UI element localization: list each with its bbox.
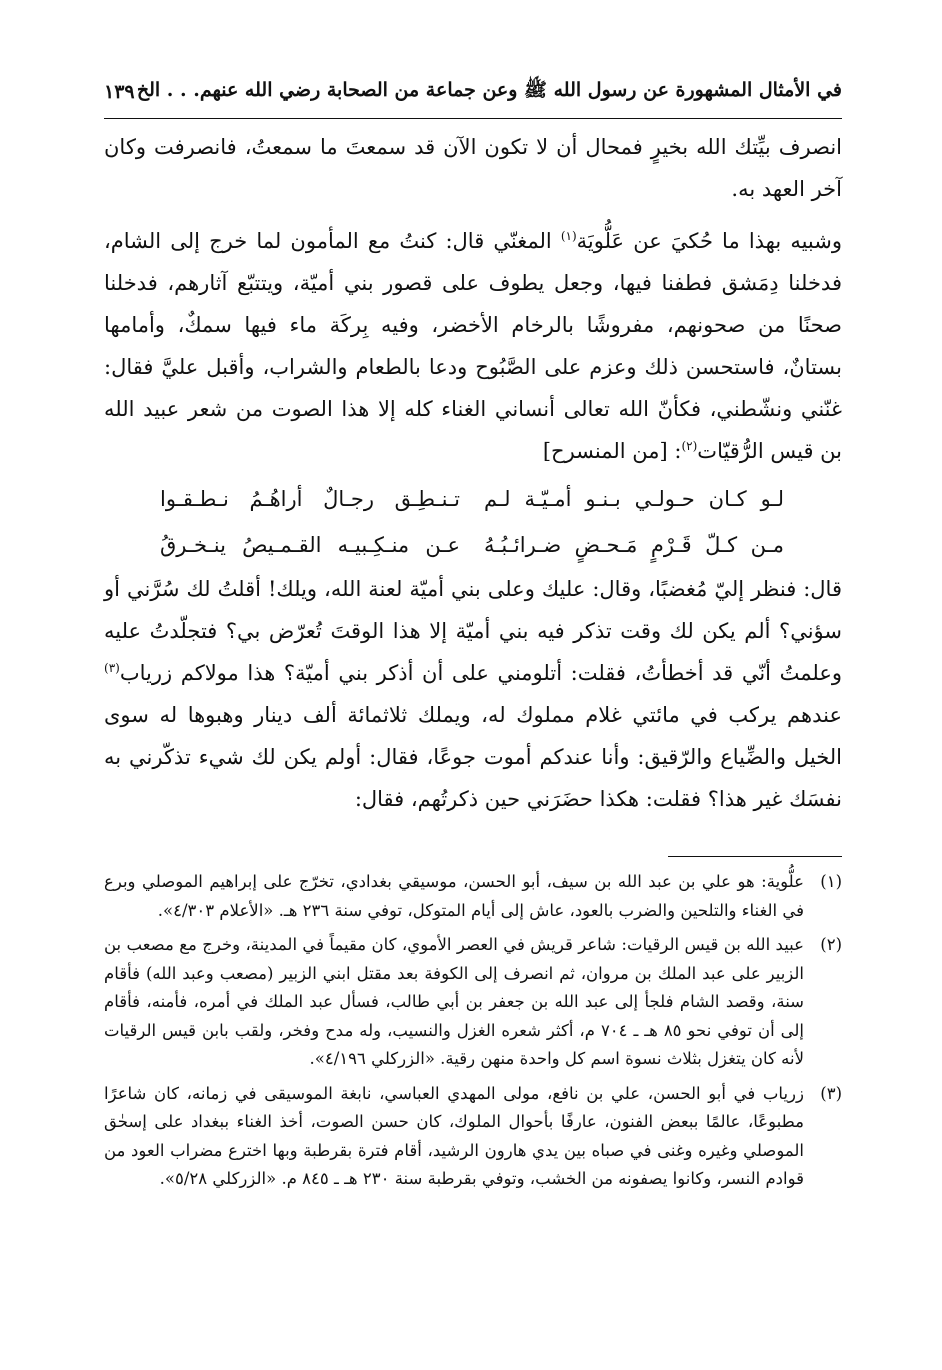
- verse-first-hemistich: لـو كـان حـولـي بـنـو أمـيّـة لـم: [484, 487, 784, 511]
- paragraph-2-part-b: المغنّي قال: كنتُ مع المأمون لما خرج إلى الشام، فدخلنا دِمَشق فطفنا فيها، وجعل يطوف على قصور بني أميّة، ويتتبّع آثارهم، فدخلنا صحنًا من صحونهم، مفروشًا بالرخام الأخضر، وفيه بِركَة ماء فيها سمكٌ، وأمامها بستانٌ، فاستحسن ذلك وعزم على الصَّبُوح ودعا بالطعام والشراب، وأقبل عليَّ فقال: غنّني ونشّطني، فكأنّ الله تعالى أنساني الغناء كله إلا هذا الصوت من شعر عبيد الله بن قيس الرُّقيّات: [104, 229, 843, 463]
- footnote-text: عبيد الله بن قيس الرقيات: شاعر قريش في العصر الأموي، كان مقيماً في المدينة، وخرج مع مصعب بن الزبير على عبد الملك بن مروان، ثم انصرف إلى الكوفة بعد مقتل ابني الزبير (مصعب وعبد الله) فأقام سنة، وقصد الشام فلجأ إلى عبد الله بن جعفر بن أبي طالب، فسأل عبد الملك في أمره، فأمنه، فأقام إلى أن توفي نحو ٨٥ هـ ـ ٧٠٤ م، أكثر شعره الغزل والنسيب، وله مدح وفخر، ولقب بابن قيس الرقيات لأنه كان يتغزل بثلاث نسوة اسم كل واحدة منهن رقية. «الزركلي ٤/١٩٦».: [104, 935, 805, 1068]
- paragraph-2-part-a: وشبيه بهذا ما حُكيَ عن عَلُّويَة: [576, 229, 842, 253]
- verse-first-hemistich: مـن كـلّ قَـرْمٍ مَـحـضٍ ضـرائـبُـهُ: [484, 533, 784, 557]
- paragraph-1: انصرف بيِّتك الله بخيرٍ فمحال أن لا تكون الآن قد سمعتَ ما سمعتُ، فانصرفت وكان آخر العهد به.: [104, 135, 842, 201]
- main-text: [104, 126, 842, 820]
- paragraph-3: [104, 568, 842, 820]
- footnote-3: [104, 1080, 842, 1194]
- page-number: ١٣٩: [104, 81, 135, 103]
- paragraph-3-part-b: عندهم يركب في مائتي غلام مملوك له، ويملك ثلاثمائة ألف دينار وهبوها له سوى الخيل والضِّياع والرّقيق: وأنا عندكم أموت جوعًا، فقال: أولم يكن لك شيء تذكّرني به نفسَك غير هذا؟ فقلت: هكذا حضَرَني حين ذكرتُهم، فقال:: [104, 703, 842, 811]
- paragraph-2: [104, 220, 842, 472]
- footnote-ref-2[interactable]: (٢): [681, 439, 698, 453]
- poem-verses: [104, 476, 842, 568]
- footnote-divider: [668, 856, 842, 857]
- footnote-ref-1[interactable]: (١): [560, 229, 577, 243]
- paragraph-2-part-c: : [من المنسرح]: [542, 439, 682, 463]
- verse-line: [160, 476, 784, 522]
- paragraph-3-part-a: قال: فنظر إليّ مُغضبًا، وقال: عليك وعلى بني أميّة لعنة الله، ويلك! أقلتُ لك سُرَّني أو سؤني؟ ألم يكن لك وقت تذكر فيه بني أميّة إلا هذا الوقتَ تُعرّض بي؟ فتجلّدتُ عليه وعلمتُ أنّي قد أخطأتُ، فقلت: أتلومني على أن أذكر بني أميّة؟ هذا مولاكم زرياب: [104, 577, 843, 685]
- footnote-ref-3[interactable]: (٣): [104, 661, 120, 675]
- footnote-2: [104, 931, 842, 1074]
- footnote-number: (١): [820, 872, 842, 891]
- footnote-number: (٢): [820, 935, 842, 954]
- verse-second-hemistich: تـنـطِـق رجـالٌ أراهُـمُ نـطـقـوا: [160, 487, 460, 511]
- footnote-text: علُّوية: هو علي بن عبد الله بن سيف، أبو الحسن، موسيقي بغدادي، تخرّج على إبراهيم الموصلي وبرع في الغناء والتلحين والضرب بالعود، عاش إلى أيام المتوكل، توفي سنة ٢٣٦ هـ. «الأعلام ٤/٣٠٣».: [104, 872, 804, 920]
- verse-second-hemistich: عـن منـكِـبيـه القـمـيصُ ينـخـرقُ: [160, 533, 460, 557]
- footnote-number: (٣): [820, 1083, 842, 1103]
- verse-line: [160, 522, 784, 568]
- running-header: [104, 70, 842, 114]
- footnote-text: زرياب في أبو الحسن، علي بن نافع، مولى المهدي العباسي، نابغة الموسيقى في زمانه، كان شاعرًا مطبوعًا، عالمًا ببعض الفنون، عارفًا بأحوال الملوك، كان حسن الصوت، أخذ الغناء ببغداد على إسحٰق الموصلي وغيره وغنى في صباه بين يدي هارون الرشيد، أقام فترة بقرطبة وبها اخترع مضراب العود من قوادم النسر، وكانوا يصفونه من الخشب، وتوفي بقرطبة سنة ٢٣٠ هـ ـ ٨٤٥ م. «الزركلي ٥/٢٨».: [104, 1083, 804, 1188]
- footnotes: [104, 868, 842, 1200]
- running-title: في الأمثال المشهورة عن رسول الله ﷺ وعن جماعة من الصحابة رضي الله عنهم. . . الخ: [136, 79, 842, 101]
- footnote-1: [104, 868, 842, 925]
- header-divider: [104, 118, 842, 119]
